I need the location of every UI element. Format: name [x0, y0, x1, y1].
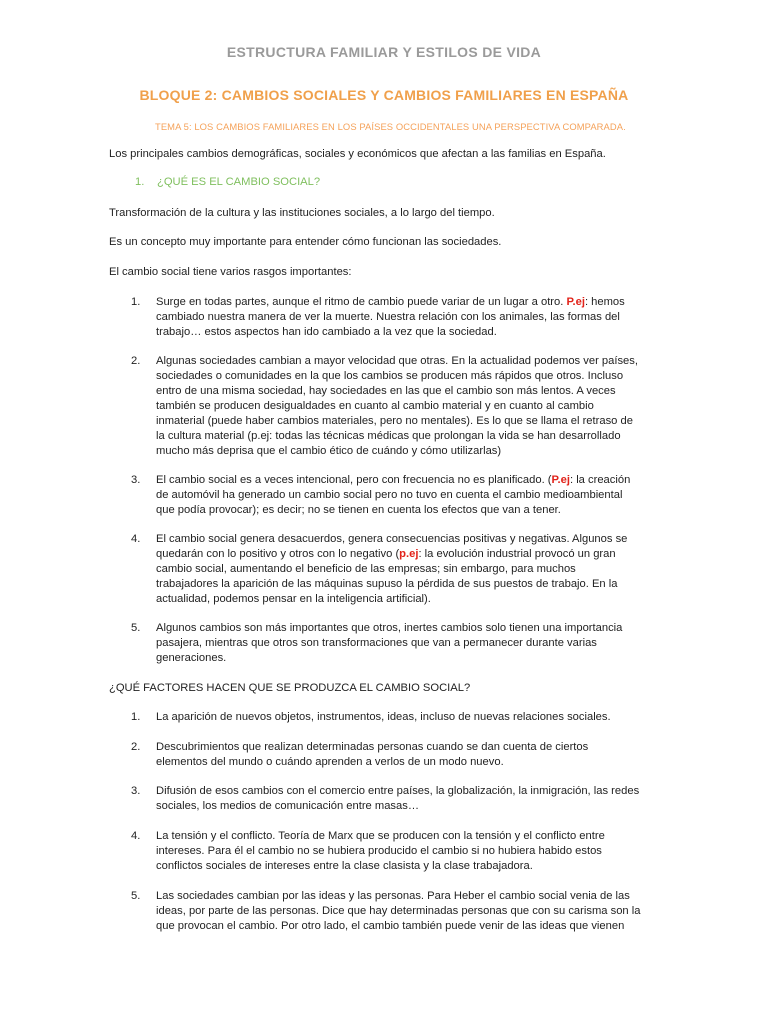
item-line: conflictos sociales de intereses entre la clase clasista y la clase trabajadora. [156, 860, 533, 872]
paragraph-traits-intro: El cambio social tiene varios rasgos importantes: [109, 266, 352, 278]
item-line: El cambio social genera desacuerdos, genera consecuencias positivas y negativas. Algunos se [156, 533, 628, 545]
item-text: : hemos [584, 296, 625, 308]
paragraph-importance: Es un concepto muy importante para entender cómo funcionan las sociedades. [109, 236, 502, 248]
item-line: trabajadores la aparición de las máquinas supuso la pérdida de sus puestos de trabajo. En la [156, 578, 618, 590]
item-line: sociedades o comunidades en la que los cambios se producen más rápidos que otros. Incluso [156, 370, 624, 382]
item-line: trabajo… estos aspectos han ido cambiado a la vez que la sociedad. [156, 326, 497, 338]
item-line: mucho más deprisa que el cambio ético de cuándo y cómo utilizarlas) [156, 445, 502, 457]
item-number: 1. [131, 296, 141, 308]
item-line: pasajera, mientras que otros son transformaciones que van a permanecer durante varias [156, 637, 597, 649]
item-number: 5. [131, 622, 141, 634]
item-line: la cultura material (p.ej: todas las técnicas médicas que prolongan la vida se han desarrollado [156, 430, 621, 442]
item-text: : la evolución industrial provocó un gran [418, 548, 616, 560]
section-heading-cambio-social [135, 176, 320, 188]
item-number: 3. [131, 474, 141, 486]
section-heading-factores: ¿QUÉ FACTORES HACEN QUE SE PRODUZCA EL CAMBIO SOCIAL? [109, 682, 471, 694]
document-title: ESTRUCTURA FAMILIAR Y ESTILOS DE VIDA [226, 44, 542, 60]
paragraph-definition: Transformación de la cultura y las instituciones sociales, a lo largo del tiempo. [109, 207, 495, 219]
item-line [156, 295, 671, 310]
item-number: 4. [131, 533, 141, 545]
item-line: La aparición de nuevos objetos, instrumentos, ideas, incluso de nuevas relaciones sociales. [156, 711, 611, 723]
block-title: BLOQUE 2: CAMBIOS SOCIALES Y CAMBIOS FAMILIARES EN ESPAÑA [139, 87, 629, 103]
item-number: 3. [131, 785, 141, 797]
item-line: también se producen desigualdades en cuanto al cambio material y en cuanto al cambio [156, 400, 594, 412]
item-number: 2. [131, 355, 141, 367]
item-line [156, 547, 671, 562]
example-label: P.ej [566, 296, 585, 308]
item-number: 4. [131, 830, 141, 842]
item-text: : la creación [569, 474, 631, 486]
item-line: Descubrimientos que realizan determinadas personas cuando se dan cuenta de ciertos [156, 741, 589, 753]
item-line: actualidad, podemos pensar en la inteligencia artificial). [156, 593, 431, 605]
item-line: Algunos cambios son más importantes que otros, inertes cambios solo tienen una importancia [156, 622, 623, 634]
item-line: entro de una misma sociedad, hay sociedades en las que el cambio son más lentos. A veces [156, 385, 616, 397]
item-line: cambio social, aumentando el beneficio de las empresas; sin embargo, para muchos [156, 563, 576, 575]
topic-title: TEMA 5: LOS CAMBIOS FAMILIARES EN LOS PAÍSES OCCIDENTALES UNA PERSPECTIVA COMPARADA. [155, 121, 626, 132]
item-line: elementos del mundo o cuándo aprenden a verlos de un modo nuevo. [156, 756, 504, 768]
example-label: p.ej [399, 548, 419, 560]
example-label: P.ej [551, 474, 570, 486]
item-number: 1. [131, 711, 141, 723]
item-line: Difusión de esos cambios con el comercio entre países, la globalización, la inmigración, las redes [156, 785, 640, 797]
item-text: quedarán con lo positivo y otros con lo negativo ( [156, 548, 400, 560]
item-line: sociales, los medios de comunicación entre masas… [156, 800, 420, 812]
item-line: intereses. Para él el cambio no se hubiera producido el cambio si no hubiera habido estos [156, 845, 602, 857]
item-line: Algunas sociedades cambian a mayor velocidad que otras. En la actualidad podemos ver países, [156, 355, 638, 367]
item-line: que podía provocar); es decir; no se tienen en cuenta los efectos que van a tener. [156, 504, 561, 516]
section-title: ¿QUÉ ES EL CAMBIO SOCIAL? [157, 176, 321, 188]
item-number: 5. [131, 890, 141, 902]
item-line: de automóvil ha generado un cambio social pero no tuvo en cuenta el cambio medioambiental [156, 489, 623, 501]
item-line: La tensión y el conflicto. Teoría de Marx que se producen con la tensión y el conflicto entre [156, 830, 605, 842]
item-text: El cambio social es a veces intencional, pero con frecuencia no es planificado. ( [156, 474, 552, 486]
intro-paragraph: Los principales cambios demográficas, sociales y económicos que afectan a las familias en España. [109, 148, 606, 160]
section-number: 1. [135, 176, 145, 188]
item-line: ideas, por parte de las personas. Dice que hay determinadas personas que con su carisma son la [156, 905, 641, 917]
item-line: generaciones. [156, 652, 227, 664]
item-line: que provocan el cambio. Por otro lado, el cambio también puede venir de las ideas que vienen [156, 920, 625, 932]
item-line: cambiado nuestra manera de ver la muerte. Nuestra relación con los animales, las formas del [156, 311, 620, 323]
item-line [156, 473, 671, 488]
item-line: inmaterial (puede haber cambios materiales, pero no mentales). Es lo que se llama el retraso de [156, 415, 633, 427]
item-line: Las sociedades cambian por las ideas y las personas. Para Heber el cambio social venia de las [156, 890, 630, 902]
item-number: 2. [131, 741, 141, 753]
item-text: Surge en todas partes, aunque el ritmo de cambio puede variar de un lugar a otro. [156, 296, 567, 308]
